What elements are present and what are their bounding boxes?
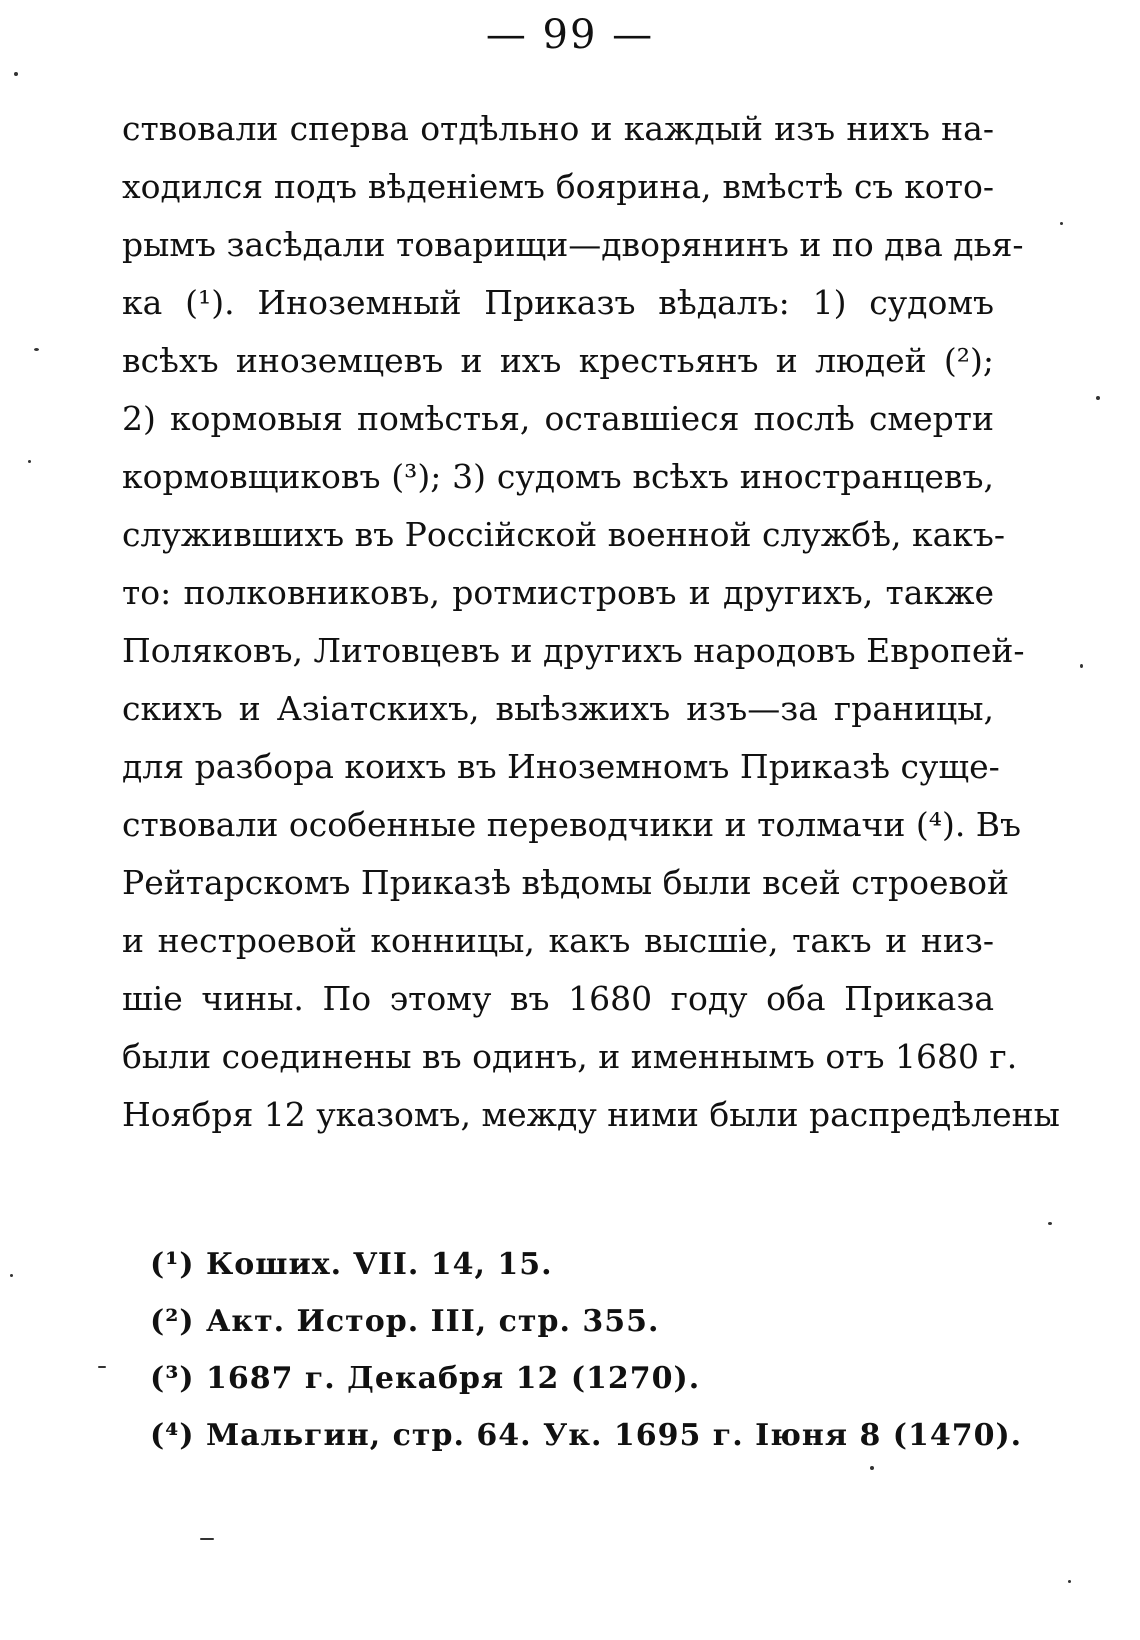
scan-speck	[200, 1538, 214, 1540]
text-line: ходился подъ вѣденіемъ боярина, вмѣстѣ съ кото-	[122, 167, 994, 206]
text-line: Рейтарскомъ Приказѣ вѣдомы были всей строевой	[122, 863, 1009, 902]
text-line: ка (¹). Иноземный Приказъ вѣдалъ: 1) судомъ	[122, 283, 994, 322]
text-line: служившихъ въ Россійской военной службѣ, какъ-	[122, 515, 1006, 554]
scan-speck	[28, 460, 31, 463]
scan-speck	[1048, 1222, 1052, 1225]
text-line: то: полковниковъ, ротмистровъ и другихъ, также	[122, 573, 994, 612]
scan-speck	[14, 72, 18, 76]
scan-speck	[1080, 664, 1083, 668]
text-line: рымъ засѣдали товарищи—дворянинъ и по два дья-	[122, 225, 1024, 264]
page-number: — 99 —	[485, 12, 655, 58]
text-line: кормовщиковъ (³); 3) судомъ всѣхъ иностранцевъ,	[122, 457, 994, 496]
footnote: (⁴) Мальгин, стр. 64. Ук. 1695 г. Іюня 8 (1470).	[150, 1418, 1023, 1453]
scan-speck	[870, 1466, 874, 1470]
scan-speck	[10, 1274, 13, 1277]
text-line: Ноября 12 указомъ, между ними были распредѣлены	[122, 1095, 1060, 1134]
text-line: для разбора коихъ въ Иноземномъ Приказѣ суще-	[122, 747, 1000, 786]
footnote: (²) Акт. Истор. III, стр. 355.	[150, 1304, 660, 1339]
scan-speck	[1068, 1580, 1071, 1583]
scan-speck	[1096, 396, 1100, 400]
text-line: шіе чины. По этому въ 1680 году оба Приказа	[122, 979, 994, 1018]
text-line: ствовали особенные переводчики и толмачи (⁴). Въ	[122, 805, 1022, 844]
text-line: Поляковъ, Литовцевъ и другихъ народовъ Европей-	[122, 631, 1025, 670]
text-line: были соединены въ одинъ, и именнымъ отъ 1680 г.	[122, 1037, 1018, 1076]
scan-speck	[1060, 222, 1063, 225]
footnote: (³) 1687 г. Декабря 12 (1270).	[150, 1361, 701, 1396]
text-line: и нестроевой конницы, какъ высшіе, такъ и низ-	[122, 921, 994, 960]
footnote: (¹) Коших. VII. 14, 15.	[150, 1247, 553, 1282]
body-text	[122, 100, 1060, 1144]
footnotes	[150, 1236, 1023, 1464]
text-line: всѣхъ иноземцевъ и ихъ крестьянъ и людей (²);	[122, 341, 994, 380]
scan-speck	[98, 1366, 106, 1368]
text-line: ствовали сперва отдѣльно и каждый изъ нихъ на-	[122, 109, 994, 148]
scan-speck	[34, 348, 39, 351]
text-line: 2) кормовыя помѣстья, оставшіеся послѣ смерти	[122, 399, 994, 438]
text-line: скихъ и Азіатскихъ, выѣзжихъ изъ—за границы,	[122, 689, 994, 728]
